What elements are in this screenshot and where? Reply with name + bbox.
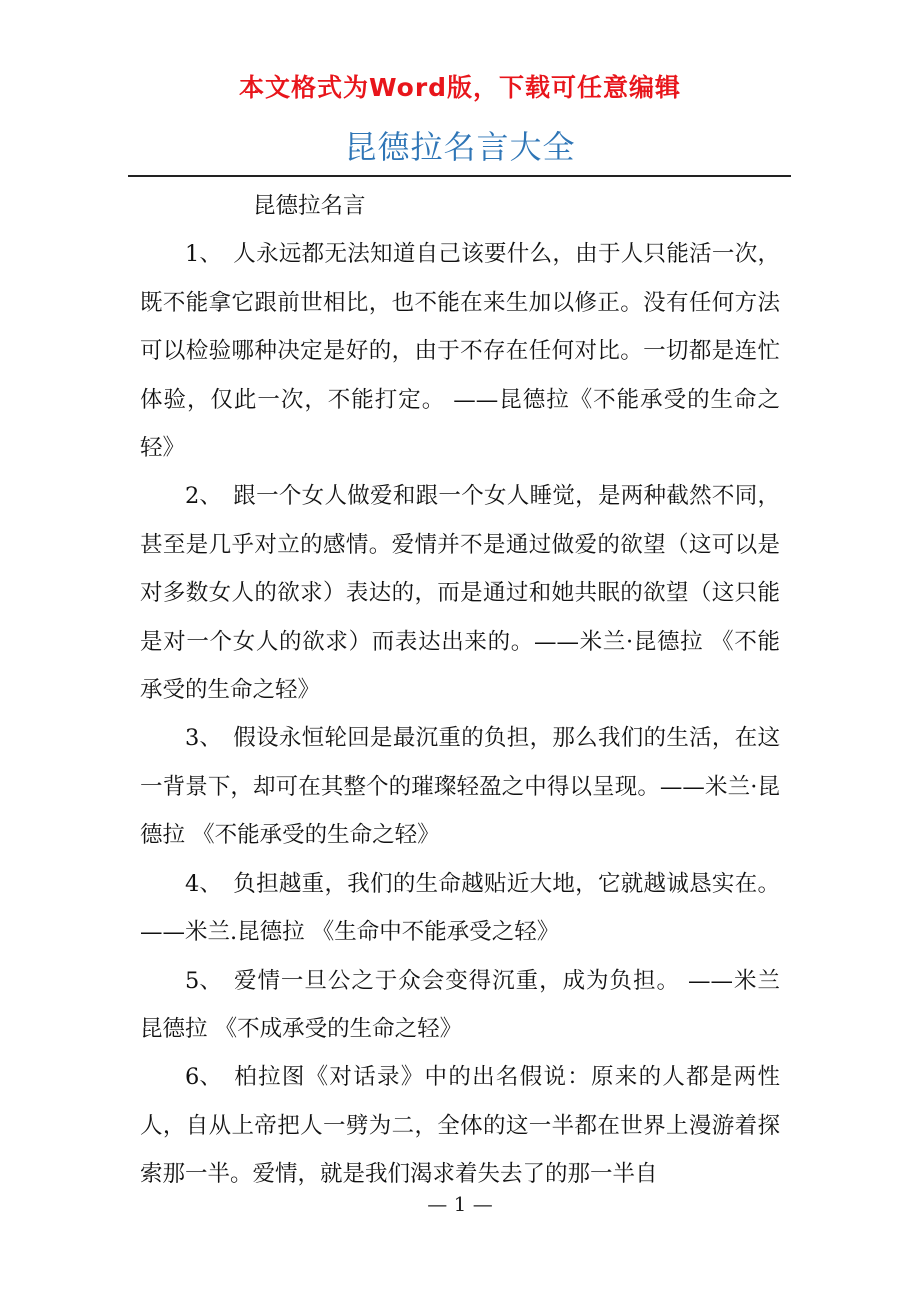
quote-paragraph <box>140 230 780 472</box>
quote-number: 2、 <box>185 483 222 510</box>
quote-paragraph <box>140 860 780 957</box>
section-heading: 昆德拉名言 <box>253 193 366 219</box>
quote-paragraph <box>140 957 780 1054</box>
quote-text: 负担越重，我们的生命越贴近大地，它就越诚恳实在。 ——米兰.昆德拉 《生命中不能承受之轻》 <box>140 870 780 946</box>
page-number: — 1 — <box>427 1192 493 1216</box>
quote-text: 爱情一旦公之于众会变得沉重，成为负担。 ——米兰 昆德拉 《不成承受的生命之轻》 <box>140 967 780 1042</box>
document-body <box>140 182 780 1199</box>
quote-number: 5、 <box>185 967 222 994</box>
quote-text: 人永远都无法知道自己该要什么，由于人只能活一次，既不能拿它跟前世相比，也不能在来生加以修正。没有任何方法可以检验哪种决定是好的，由于不存在任何对比。一切都是连忙体验，仅此一次，不能打定。 ——昆德拉《不能承受的生命之轻》 <box>140 241 780 462</box>
quote-text: 跟一个女人做爱和跟一个女人睡觉，是两种截然不同，甚至是几乎对立的感情。爱情并不是通过做爱的欲望（这可以是对多数女人的欲求）表达的，而是通过和她共眠的欲望（这只能是对一个女人的欲求）而表达出来的。——米兰·昆德拉 《不能承受的生命之轻》 <box>140 483 780 704</box>
quote-paragraph <box>140 714 780 859</box>
quote-number: 3、 <box>185 725 222 752</box>
title-divider <box>128 175 791 177</box>
quote-number: 6、 <box>185 1064 222 1091</box>
quote-text: 柏拉图《对话录》中的出名假说：原来的人都是两性人，自从上帝把人一劈为二，全体的这一半都在世界上漫游着探索那一半。爱情，就是我们渴求着失去了的那一半自 <box>140 1064 780 1188</box>
quote-paragraph <box>140 472 780 714</box>
quote-paragraph <box>140 1053 780 1198</box>
quote-number: 1、 <box>185 241 222 268</box>
quote-text: 假设永恒轮回是最沉重的负担，那么我们的生活，在这一背景下，却可在其整个的璀璨轻盈之中得以呈现。——米兰·昆德拉 《不能承受的生命之轻》 <box>140 725 780 849</box>
edit-notice-banner: 本文格式为Word版，下载可任意编辑 <box>238 73 682 102</box>
document-title: 昆德拉名言大全 <box>344 128 576 166</box>
quote-number: 4、 <box>185 870 222 897</box>
